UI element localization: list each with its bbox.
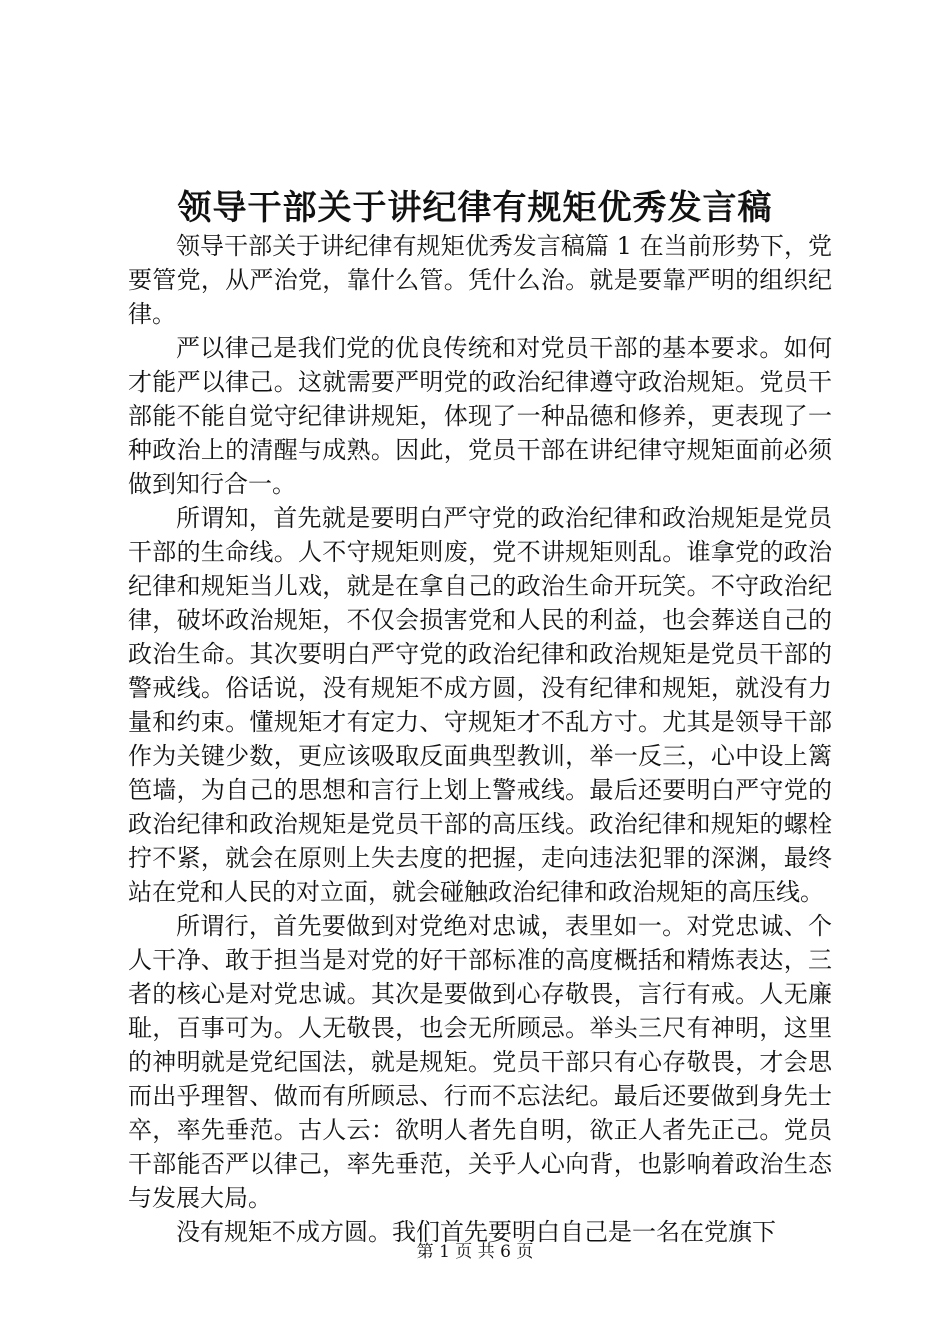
- page-footer: 第 1 页 共 6 页: [416, 1242, 534, 1262]
- paragraph: 没有规矩不成方圆。我们首先要明白自己是一名在党旗下: [176, 1218, 776, 1246]
- paragraph: 严以律己是我们党的优良传统和对党员干部的基本要求。如何才能严以律己。这就需要严明党的政治纪律遵守政治规矩。党员干部能不能自觉守纪律讲规矩，体现了一种品德和修养，更表现了一种政治上的清醒与成熟。因此，党员干部在讲纪律守规矩面前必须做到知行合一。: [128, 334, 832, 498]
- paragraph: 所谓行，首先要做到对党绝对忠诚，表里如一。对党忠诚、个人干净、敢于担当是对党的好干部标准的高度概括和精炼表达，三者的核心是对党忠诚。其次是要做到心存敬畏，言行有戒。人无廉耻，百事可为。人无敬畏，也会无所顾忌。举头三尺有神明，这里的神明就是党纪国法，就是规矩。党员干部只有心存敬畏，才会思而出乎理智、做而有所顾忌、行而不忘法纪。最后还要做到身先士卒，率先垂范。古人云：欲明人者先自明，欲正人者先正己。党员干部能否严以律己，率先垂范，关乎人心向背，也影响着政治生态与发展大局。: [128, 912, 832, 1212]
- paragraph: 所谓知，首先就是要明白严守党的政治纪律和政治规矩是党员干部的生命线。人不守规矩则废，党不讲规矩则乱。谁拿党的政治纪律和规矩当儿戏，就是在拿自己的政治生命开玩笑。不守政治纪律，破坏政治规矩，不仅会损害党和人民的利益，也会葬送自己的政治生命。其次要明白严守党的政治纪律和政治规矩是党员干部的警戒线。俗话说，没有规矩不成方圆，没有纪律和规矩，就没有力量和约束。懂规矩才有定力、守规矩才不乱方寸。尤其是领导干部作为关键少数，更应该吸取反面典型教训，举一反三，心中设上篱笆墙，为自己的思想和言行上划上警戒线。最后还要明白严守党的政治纪律和政治规矩是党员干部的高压线。政治纪律和规矩的螺栓拧不紧，就会在原则上失去度的把握，走向违法犯罪的深渊，最终站在党和人民的对立面，就会碰触政治纪律和政治规矩的高压线。: [128, 504, 832, 906]
- document-body: [128, 229, 832, 1249]
- document-title: 领导干部关于讲纪律有规矩优秀发言稿: [177, 188, 773, 228]
- paragraph: 领导干部关于讲纪律有规矩优秀发言稿篇 1 在当前形势下，党要管党，从严治党，靠什么管。凭什么治。就是要靠严明的组织纪律。: [128, 232, 832, 328]
